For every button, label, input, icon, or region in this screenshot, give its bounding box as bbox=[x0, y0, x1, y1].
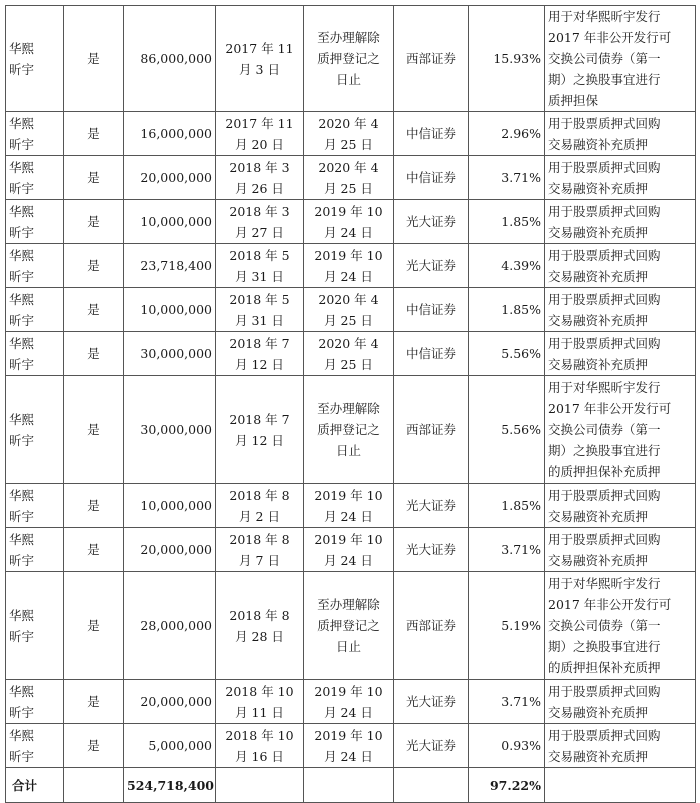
pledge-table bbox=[5, 5, 696, 803]
start-date-cell: 2018 年 3 月 26 日 bbox=[216, 156, 304, 200]
pledged-shares-cell: 10,000,000 bbox=[124, 484, 216, 528]
end-date-cell: 2019 年 10 月 24 日 bbox=[304, 528, 394, 572]
holder-cell: 华熙 昕宇 bbox=[6, 244, 64, 288]
total-empty-cell bbox=[216, 768, 304, 803]
ratio-cell: 4.39% bbox=[469, 244, 545, 288]
pledged-shares-cell: 86,000,000 bbox=[124, 6, 216, 112]
end-date-cell: 2020 年 4 月 25 日 bbox=[304, 288, 394, 332]
purpose-cell: 用于股票质押式回购 交易融资补充质押 bbox=[545, 332, 696, 376]
table-row bbox=[6, 244, 696, 288]
ratio-cell: 3.71% bbox=[469, 156, 545, 200]
pledged-shares-cell: 23,718,400 bbox=[124, 244, 216, 288]
ratio-cell: 1.85% bbox=[469, 484, 545, 528]
purpose-cell: 用于股票质押式回购 交易融资补充质押 bbox=[545, 528, 696, 572]
total-empty-cell bbox=[394, 768, 469, 803]
ratio-cell: 5.19% bbox=[469, 572, 545, 680]
start-date-cell: 2018 年 7 月 12 日 bbox=[216, 376, 304, 484]
pledgee-cell: 西部证券 bbox=[394, 6, 469, 112]
ratio-cell: 5.56% bbox=[469, 332, 545, 376]
total-shares: 524,718,400 bbox=[124, 768, 216, 803]
purpose-cell: 用于股票质押式回购 交易融资补充质押 bbox=[545, 200, 696, 244]
holder-cell: 华熙 昕宇 bbox=[6, 288, 64, 332]
controlling-flag-cell: 是 bbox=[64, 112, 124, 156]
controlling-flag-cell: 是 bbox=[64, 288, 124, 332]
pledgee-cell: 中信证券 bbox=[394, 332, 469, 376]
pledgee-cell: 光大证券 bbox=[394, 244, 469, 288]
start-date-cell: 2018 年 10 月 16 日 bbox=[216, 724, 304, 768]
purpose-cell: 用于股票质押式回购 交易融资补充质押 bbox=[545, 156, 696, 200]
end-date-cell: 2019 年 10 月 24 日 bbox=[304, 200, 394, 244]
pledged-shares-cell: 30,000,000 bbox=[124, 332, 216, 376]
controlling-flag-cell: 是 bbox=[64, 528, 124, 572]
purpose-cell: 用于股票质押式回购 交易融资补充质押 bbox=[545, 288, 696, 332]
controlling-flag-cell: 是 bbox=[64, 200, 124, 244]
table-row bbox=[6, 484, 696, 528]
pledged-shares-cell: 10,000,000 bbox=[124, 288, 216, 332]
controlling-flag-cell: 是 bbox=[64, 332, 124, 376]
purpose-cell: 用于股票质押式回购 交易融资补充质押 bbox=[545, 680, 696, 724]
table-row bbox=[6, 528, 696, 572]
total-empty-cell bbox=[545, 768, 696, 803]
pledge-table-body bbox=[6, 6, 696, 803]
end-date-cell: 至办理解除 质押登记之 日止 bbox=[304, 572, 394, 680]
table-row bbox=[6, 156, 696, 200]
ratio-cell: 5.56% bbox=[469, 376, 545, 484]
pledgee-cell: 中信证券 bbox=[394, 112, 469, 156]
pledged-shares-cell: 16,000,000 bbox=[124, 112, 216, 156]
ratio-cell: 1.85% bbox=[469, 288, 545, 332]
holder-cell: 华熙 昕宇 bbox=[6, 724, 64, 768]
holder-cell: 华熙 昕宇 bbox=[6, 680, 64, 724]
end-date-cell: 2019 年 10 月 24 日 bbox=[304, 680, 394, 724]
holder-cell: 华熙 昕宇 bbox=[6, 376, 64, 484]
start-date-cell: 2018 年 5 月 31 日 bbox=[216, 288, 304, 332]
pledgee-cell: 光大证券 bbox=[394, 484, 469, 528]
end-date-cell: 2020 年 4 月 25 日 bbox=[304, 112, 394, 156]
table-row bbox=[6, 376, 696, 484]
purpose-cell: 用于股票质押式回购 交易融资补充质押 bbox=[545, 244, 696, 288]
holder-cell: 华熙 昕宇 bbox=[6, 572, 64, 680]
total-ratio: 97.22% bbox=[469, 768, 545, 803]
pledged-shares-cell: 5,000,000 bbox=[124, 724, 216, 768]
pledged-shares-cell: 20,000,000 bbox=[124, 156, 216, 200]
pledged-shares-cell: 30,000,000 bbox=[124, 376, 216, 484]
pledged-shares-cell: 28,000,000 bbox=[124, 572, 216, 680]
table-row bbox=[6, 6, 696, 112]
holder-cell: 华熙 昕宇 bbox=[6, 112, 64, 156]
pledgee-cell: 中信证券 bbox=[394, 156, 469, 200]
controlling-flag-cell: 是 bbox=[64, 244, 124, 288]
holder-cell: 华熙 昕宇 bbox=[6, 6, 64, 112]
table-row bbox=[6, 200, 696, 244]
holder-cell: 华熙 昕宇 bbox=[6, 200, 64, 244]
start-date-cell: 2017 年 11 月 20 日 bbox=[216, 112, 304, 156]
pledgee-cell: 光大证券 bbox=[394, 680, 469, 724]
start-date-cell: 2018 年 10 月 11 日 bbox=[216, 680, 304, 724]
purpose-cell: 用于对华熙昕宇发行 2017 年非公开发行可 交换公司债券（第一 期）之换股事宜进行 质押担保 bbox=[545, 6, 696, 112]
controlling-flag-cell: 是 bbox=[64, 680, 124, 724]
holder-cell: 华熙 昕宇 bbox=[6, 156, 64, 200]
total-empty-cell bbox=[64, 768, 124, 803]
pledgee-cell: 光大证券 bbox=[394, 200, 469, 244]
pledgee-cell: 中信证券 bbox=[394, 288, 469, 332]
total-row bbox=[6, 768, 696, 803]
start-date-cell: 2018 年 8 月 28 日 bbox=[216, 572, 304, 680]
purpose-cell: 用于股票质押式回购 交易融资补充质押 bbox=[545, 724, 696, 768]
end-date-cell: 2020 年 4 月 25 日 bbox=[304, 332, 394, 376]
holder-cell: 华熙 昕宇 bbox=[6, 484, 64, 528]
controlling-flag-cell: 是 bbox=[64, 6, 124, 112]
table-row bbox=[6, 724, 696, 768]
total-label: 合计 bbox=[6, 768, 64, 803]
controlling-flag-cell: 是 bbox=[64, 156, 124, 200]
table-row bbox=[6, 572, 696, 680]
end-date-cell: 2020 年 4 月 25 日 bbox=[304, 156, 394, 200]
ratio-cell: 3.71% bbox=[469, 680, 545, 724]
controlling-flag-cell: 是 bbox=[64, 572, 124, 680]
purpose-cell: 用于对华熙昕宇发行 2017 年非公开发行可 交换公司债券（第一 期）之换股事宜进行 的质押担保补充质押 bbox=[545, 376, 696, 484]
ratio-cell: 15.93% bbox=[469, 6, 545, 112]
ratio-cell: 0.93% bbox=[469, 724, 545, 768]
start-date-cell: 2018 年 8 月 7 日 bbox=[216, 528, 304, 572]
controlling-flag-cell: 是 bbox=[64, 724, 124, 768]
end-date-cell: 2019 年 10 月 24 日 bbox=[304, 724, 394, 768]
holder-cell: 华熙 昕宇 bbox=[6, 332, 64, 376]
ratio-cell: 3.71% bbox=[469, 528, 545, 572]
holder-cell: 华熙 昕宇 bbox=[6, 528, 64, 572]
start-date-cell: 2018 年 3 月 27 日 bbox=[216, 200, 304, 244]
pledgee-cell: 西部证券 bbox=[394, 572, 469, 680]
start-date-cell: 2017 年 11 月 3 日 bbox=[216, 6, 304, 112]
controlling-flag-cell: 是 bbox=[64, 376, 124, 484]
pledgee-cell: 西部证券 bbox=[394, 376, 469, 484]
purpose-cell: 用于股票质押式回购 交易融资补充质押 bbox=[545, 484, 696, 528]
table-row bbox=[6, 332, 696, 376]
total-empty-cell bbox=[304, 768, 394, 803]
pledged-shares-cell: 20,000,000 bbox=[124, 680, 216, 724]
table-row bbox=[6, 288, 696, 332]
ratio-cell: 2.96% bbox=[469, 112, 545, 156]
purpose-cell: 用于对华熙昕宇发行 2017 年非公开发行可 交换公司债券（第一 期）之换股事宜进行 的质押担保补充质押 bbox=[545, 572, 696, 680]
controlling-flag-cell: 是 bbox=[64, 484, 124, 528]
table-row bbox=[6, 680, 696, 724]
pledgee-cell: 光大证券 bbox=[394, 724, 469, 768]
start-date-cell: 2018 年 5 月 31 日 bbox=[216, 244, 304, 288]
end-date-cell: 至办理解除 质押登记之 日止 bbox=[304, 6, 394, 112]
table-row bbox=[6, 112, 696, 156]
end-date-cell: 2019 年 10 月 24 日 bbox=[304, 244, 394, 288]
pledgee-cell: 光大证券 bbox=[394, 528, 469, 572]
pledged-shares-cell: 10,000,000 bbox=[124, 200, 216, 244]
purpose-cell: 用于股票质押式回购 交易融资补充质押 bbox=[545, 112, 696, 156]
start-date-cell: 2018 年 7 月 12 日 bbox=[216, 332, 304, 376]
end-date-cell: 至办理解除 质押登记之 日止 bbox=[304, 376, 394, 484]
ratio-cell: 1.85% bbox=[469, 200, 545, 244]
start-date-cell: 2018 年 8 月 2 日 bbox=[216, 484, 304, 528]
end-date-cell: 2019 年 10 月 24 日 bbox=[304, 484, 394, 528]
pledged-shares-cell: 20,000,000 bbox=[124, 528, 216, 572]
